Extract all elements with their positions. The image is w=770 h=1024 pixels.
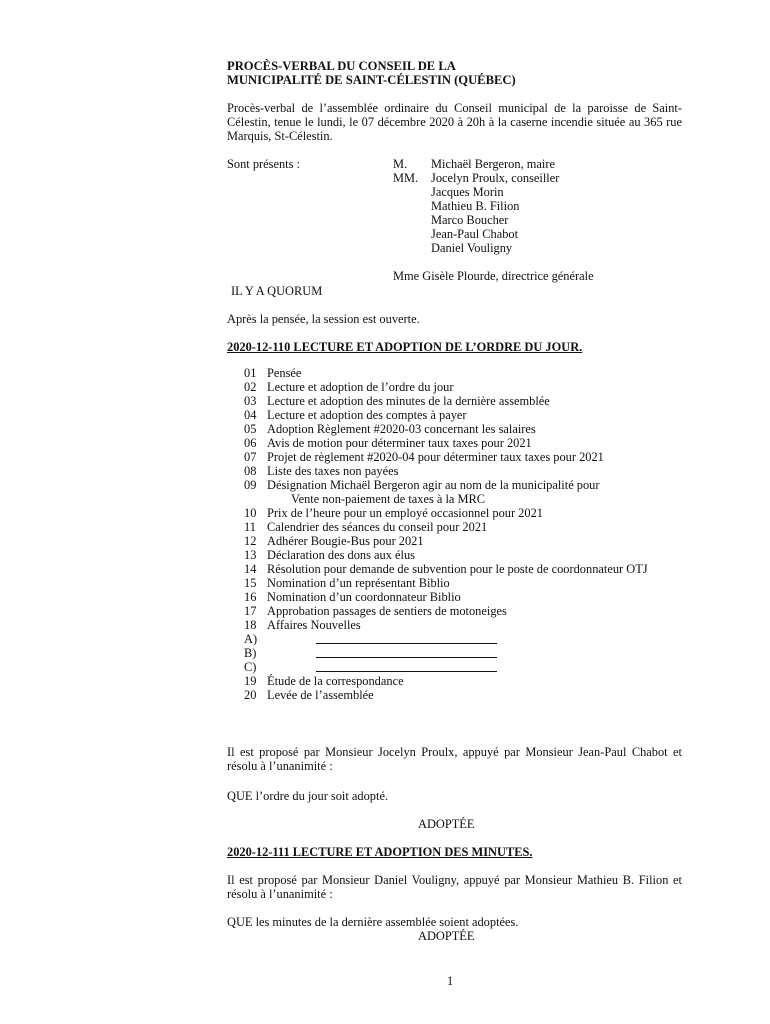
agenda-item-text [267, 548, 694, 562]
agenda-item-number: 01 [244, 366, 257, 380]
agenda-item-text [267, 422, 694, 436]
agenda-item [244, 464, 694, 478]
page-number: 1 [447, 974, 454, 988]
agenda-item-text [267, 674, 694, 688]
agenda-item-text [267, 408, 694, 422]
agenda-item-text [267, 534, 694, 548]
agenda-item-number: 17 [244, 604, 257, 618]
agenda-adopted: ADOPTÉE [418, 817, 475, 831]
agenda-item-label: Pensée [267, 366, 302, 380]
agenda-item-label: Lecture et adoption des comptes à payer [267, 408, 467, 422]
agenda-item-number: 19 [244, 674, 257, 688]
agenda-item-number: 18 [244, 618, 257, 632]
blank-fill-line [316, 632, 497, 644]
agenda-item [244, 422, 694, 436]
agenda-item-number: 20 [244, 688, 257, 702]
present-member [393, 171, 559, 185]
agenda-item-number: 14 [244, 562, 257, 576]
agenda-item-number: 06 [244, 436, 257, 450]
agenda-item-label: Calendrier des séances du conseil pour 2021 [267, 520, 488, 534]
blank-fill-line [316, 660, 497, 672]
agenda-item-label: Approbation passages de sentiers de motoneiges [267, 604, 507, 618]
agenda-item-number: 10 [244, 506, 257, 520]
agenda-item-label: Déclaration des dons aux élus [267, 548, 415, 562]
agenda-blank-item [244, 646, 694, 660]
document-title [227, 59, 687, 87]
minutes-resolution: QUE les minutes de la dernière assemblée soient adoptées. [227, 915, 519, 929]
agenda-item-subtext: Vente non-paiement de taxes à la MRC [291, 492, 486, 506]
agenda-item-text [267, 436, 694, 450]
minutes-motion: Il est proposé par Monsieur Daniel Vouligny, appuyé par Monsieur Mathieu B. Filion et résolu à l’unanimité : [227, 873, 682, 901]
agenda-item-number: 16 [244, 590, 257, 604]
agenda-item-label: Liste des taxes non payées [267, 464, 399, 478]
agenda-item-label: Adhérer Bougie-Bus pour 2021 [267, 534, 424, 548]
agenda-motion: Il est proposé par Monsieur Jocelyn Proulx, appuyé par Monsieur Jean-Paul Chabot et résolu à l’unanimité : [227, 745, 682, 773]
present-label: Sont présents : [227, 157, 300, 171]
agenda-item [244, 618, 694, 632]
agenda-item [244, 394, 694, 408]
agenda-item-text [267, 576, 694, 590]
agenda-item-text [267, 394, 694, 408]
agenda-item-number: 13 [244, 548, 257, 562]
blank-item-letter: B) [244, 646, 257, 660]
intro-paragraph: Procès-verbal de l’assemblée ordinaire du Conseil municipal de la paroisse de Saint-Célestin, tenue le lundi, le 07 décembre 2020 à 20h à la caserne incendie située au 365 rue Marquis, St-Célestin. [227, 101, 682, 143]
agenda-item [244, 674, 694, 688]
member-prefix: M. [393, 157, 408, 171]
agenda-item [244, 562, 694, 576]
agenda-item-number: 12 [244, 534, 257, 548]
agenda-item [244, 478, 694, 506]
agenda-item-text [267, 604, 694, 618]
agenda-item [244, 506, 694, 520]
agenda-item [244, 576, 694, 590]
agenda-item-label: Affaires Nouvelles [267, 618, 361, 632]
agenda-item-label: Levée de l’assemblée [267, 688, 374, 702]
agenda-item [244, 604, 694, 618]
agenda-item-number: 05 [244, 422, 257, 436]
agenda-item [244, 366, 694, 380]
agenda-item-text [267, 506, 694, 520]
agenda-item-text [267, 590, 694, 604]
agenda-item [244, 450, 694, 464]
present-member [393, 213, 559, 227]
present-member [393, 185, 559, 199]
agenda-item [244, 520, 694, 534]
agenda-item-text [267, 520, 694, 534]
agenda-item-label: Nomination d’un représentant Biblio [267, 576, 450, 590]
agenda-item-number: 04 [244, 408, 257, 422]
member-name: Daniel Vouligny [431, 241, 513, 255]
agenda-item-number: 08 [244, 464, 257, 478]
agenda-blank-item [244, 660, 694, 674]
agenda-resolution: QUE l’ordre du jour soit adopté. [227, 789, 389, 803]
member-name: Mathieu B. Filion [431, 199, 520, 213]
agenda-item-text [267, 380, 694, 394]
agenda-item-label: Avis de motion pour déterminer taux taxes pour 2021 [267, 436, 532, 450]
agenda-item-label: Adoption Règlement #2020-03 concernant les salaires [267, 422, 536, 436]
agenda-item-label: Résolution pour demande de subvention pour le poste de coordonnateur OTJ [267, 562, 648, 576]
member-name: Jocelyn Proulx, conseiller [431, 171, 560, 185]
director-general: Mme Gisèle Plourde, directrice générale [393, 269, 594, 283]
agenda-item-number: 02 [244, 380, 257, 394]
agenda-item-label: Désignation Michaël Bergeron agir au nom de la municipalité pour [267, 478, 600, 492]
member-name: Marco Boucher [431, 213, 509, 227]
quorum-statement: IL Y A QUORUM [231, 284, 323, 298]
agenda-item [244, 408, 694, 422]
present-member [393, 241, 559, 255]
agenda-item [244, 590, 694, 604]
agenda-item-label: Lecture et adoption de l’ordre du jour [267, 380, 454, 394]
agenda-blank-item [244, 632, 694, 646]
agenda-list [244, 366, 694, 702]
member-name: Jean-Paul Chabot [431, 227, 519, 241]
minutes-adopted: ADOPTÉE [418, 929, 475, 943]
blank-fill-line [316, 646, 497, 658]
agenda-item [244, 380, 694, 394]
title-line-1: PROCÈS-VERBAL DU CONSEIL DE LA [227, 59, 456, 73]
agenda-item-text [267, 450, 694, 464]
agenda-item-number: 15 [244, 576, 257, 590]
agenda-item-text [267, 366, 694, 380]
present-member [393, 227, 559, 241]
member-name: Jacques Morin [431, 185, 504, 199]
agenda-item-label: Prix de l’heure pour un employé occasionnel pour 2021 [267, 506, 543, 520]
member-name: Michaël Bergeron, maire [431, 157, 555, 171]
agenda-item-text [267, 478, 694, 506]
agenda-item-text [267, 688, 694, 702]
agenda-item-number: 11 [244, 520, 256, 534]
section-heading-minutes: 2020-12-111 LECTURE ET ADOPTION DES MINUTES. [227, 845, 533, 859]
present-member [393, 199, 559, 213]
section-heading-agenda: 2020-12-110 LECTURE ET ADOPTION DE L’ORDRE DU JOUR. [227, 340, 583, 354]
title-line-2: MUNICIPALITÉ DE SAINT-CÉLESTIN (QUÉBEC) [227, 73, 516, 87]
agenda-item [244, 548, 694, 562]
agenda-item [244, 436, 694, 450]
agenda-item [244, 534, 694, 548]
agenda-item-number: 07 [244, 450, 257, 464]
agenda-item-label: Nomination d’un coordonnateur Biblio [267, 590, 461, 604]
agenda-item-number: 03 [244, 394, 257, 408]
agenda-item-text [267, 562, 694, 576]
agenda-item-number: 09 [244, 478, 257, 492]
present-member [393, 157, 559, 171]
agenda-item-text [267, 464, 694, 478]
agenda-item [244, 688, 694, 702]
session-opening: Après la pensée, la session est ouverte. [227, 312, 420, 326]
present-list [393, 157, 559, 255]
agenda-item-label: Projet de règlement #2020-04 pour déterminer taux taxes pour 2021 [267, 450, 604, 464]
blank-item-letter: A) [244, 632, 258, 646]
member-prefix: MM. [393, 171, 419, 185]
agenda-item-label: Lecture et adoption des minutes de la dernière assemblée [267, 394, 550, 408]
agenda-item-label: Étude de la correspondance [267, 674, 404, 688]
agenda-item-text [267, 618, 694, 632]
blank-item-letter: C) [244, 660, 257, 674]
